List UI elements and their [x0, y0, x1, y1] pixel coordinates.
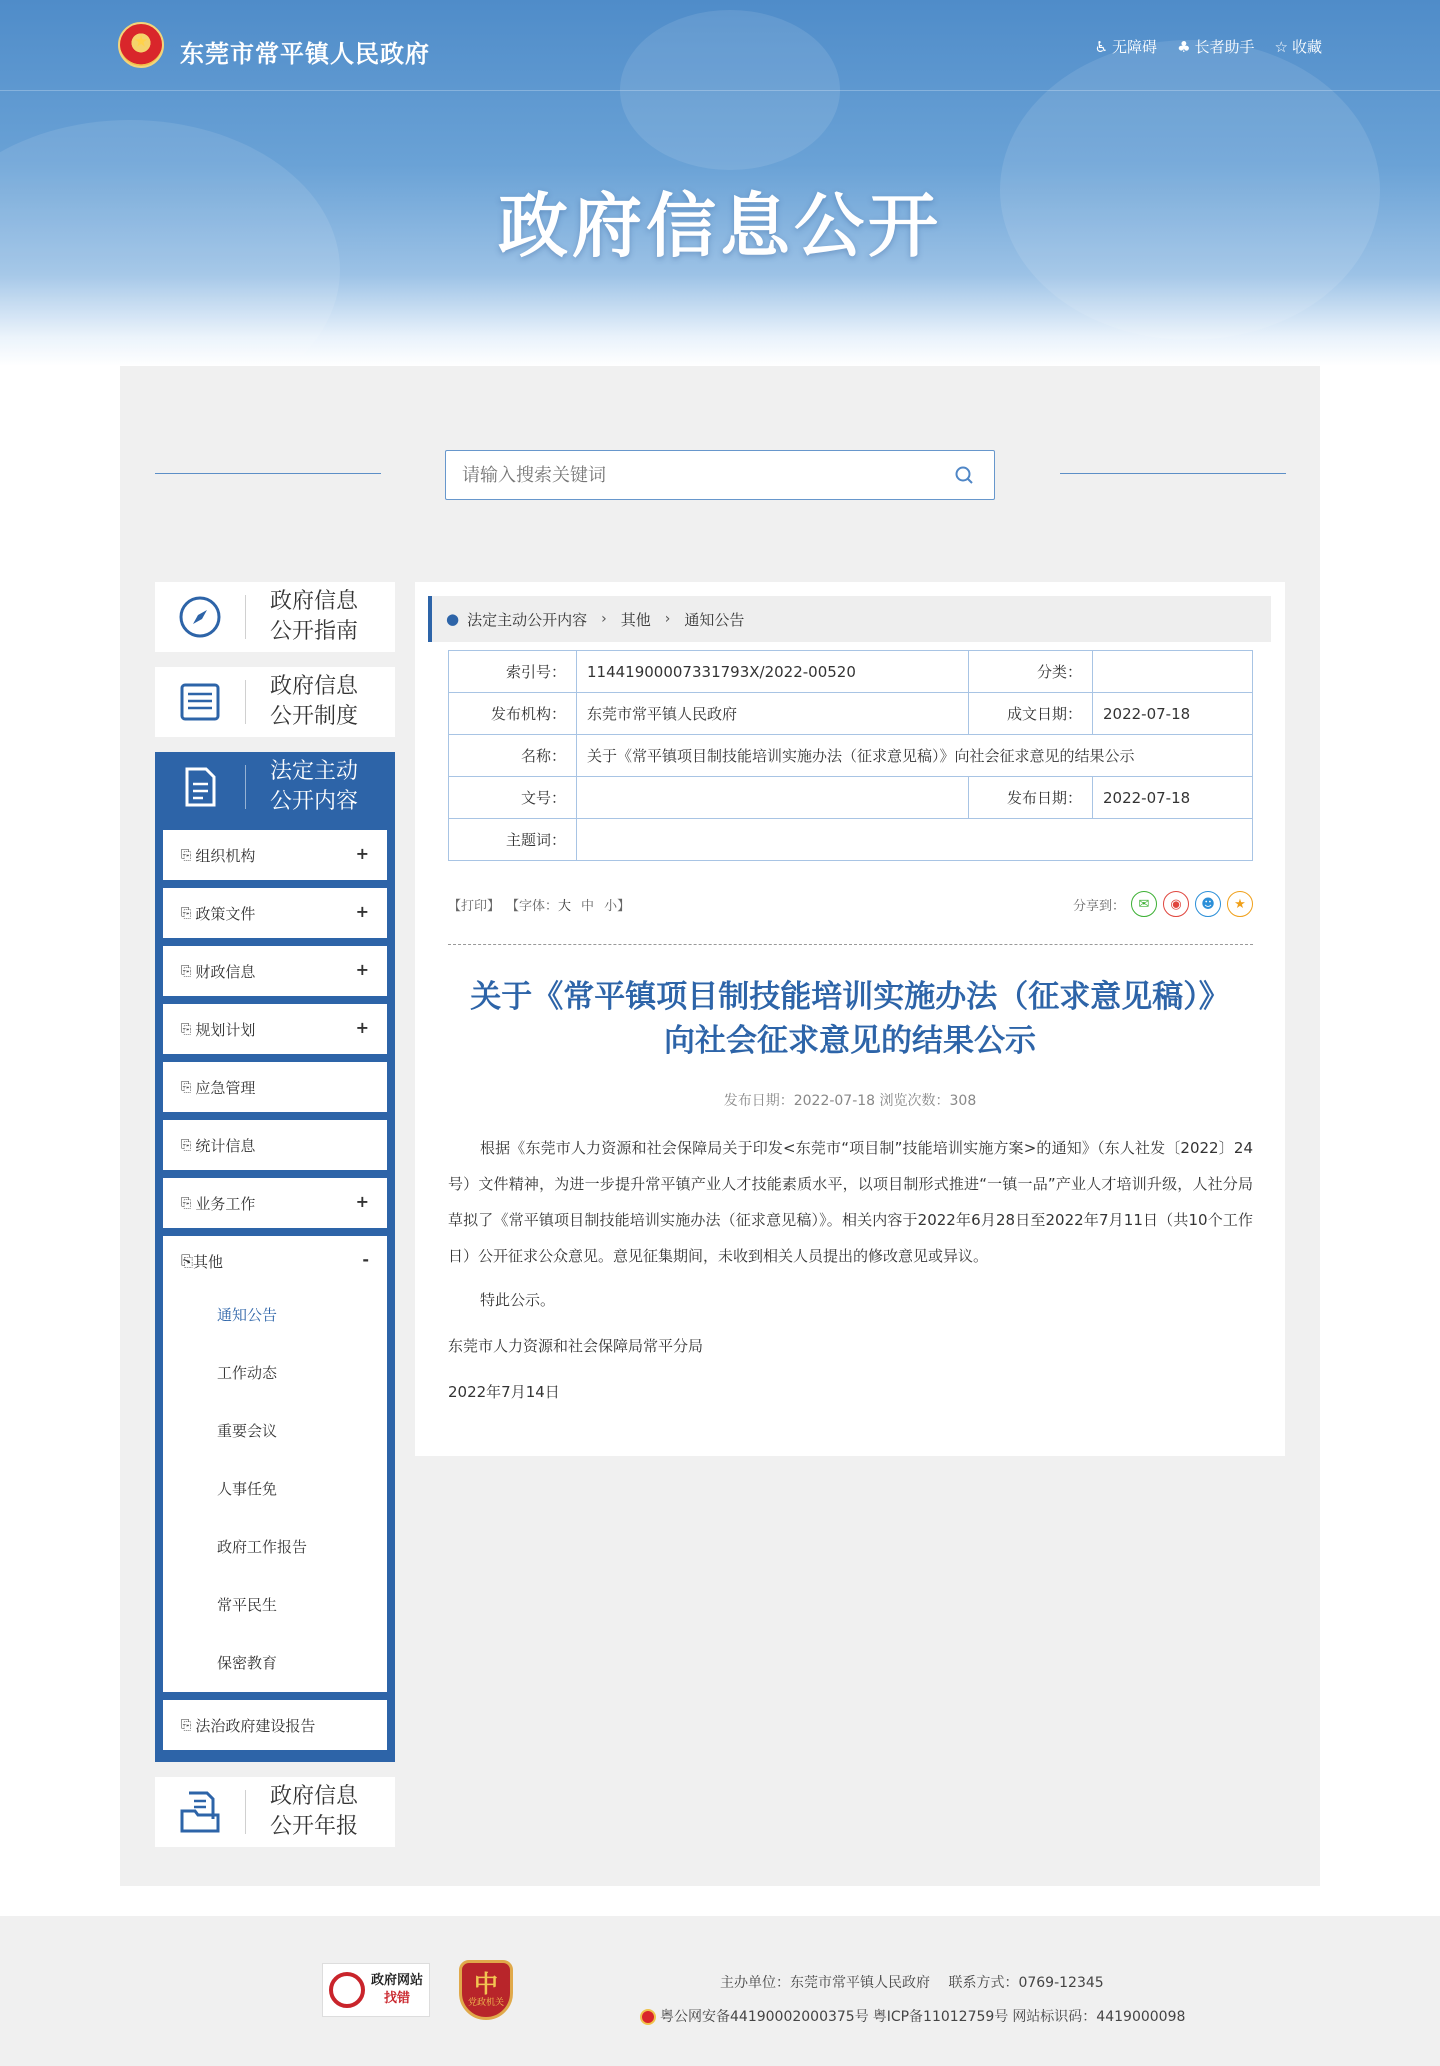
- article-title-line: 向社会征求意见的结果公示: [664, 1023, 1036, 1059]
- police-badge-icon: [640, 2009, 656, 2025]
- font-large-button[interactable]: 大: [558, 898, 572, 914]
- sidebar-leaf-item[interactable]: 常平民生: [217, 1596, 278, 1614]
- footer-icp-record[interactable]: 粤ICP备11012759号: [872, 2009, 1009, 2025]
- subitem-label: 统计信息: [195, 1136, 256, 1155]
- accessibility-link[interactable]: [1095, 36, 1157, 57]
- meta-label: 名称：: [449, 735, 577, 777]
- breadcrumb: [428, 596, 1271, 642]
- meta-value: 东莞市常平镇人民政府: [577, 693, 969, 735]
- meta-label: 主题词：: [449, 819, 577, 861]
- document-icon: ⎘: [181, 1717, 192, 1733]
- national-emblem-icon: ★: [118, 22, 164, 68]
- wechat-icon[interactable]: ✉: [1131, 891, 1157, 917]
- meta-value: 11441900007331793X/2022-00520: [577, 651, 969, 693]
- footer: [0, 1916, 1440, 2066]
- meta-value: [1093, 651, 1253, 693]
- subitem-label: 业务工作: [195, 1194, 256, 1213]
- folder-document-icon: [155, 1777, 245, 1847]
- chevron-right-icon: ›: [664, 611, 671, 627]
- qq-icon[interactable]: ☻: [1195, 891, 1221, 917]
- wheelchair-icon: ♿: [1094, 37, 1109, 56]
- compass-icon: [155, 582, 245, 652]
- sidebar-leaf-item[interactable]: 政府工作报告: [217, 1538, 308, 1556]
- magnifier-icon: [329, 1972, 365, 2008]
- list-document-icon: [155, 667, 245, 737]
- search-box: [445, 450, 995, 500]
- meta-label: 文号：: [449, 777, 577, 819]
- sidebar-item-label: 法定主动 公开内容: [270, 759, 359, 814]
- document-icon: ⎘: [181, 1021, 192, 1037]
- share-label: 分享到：: [1072, 898, 1125, 914]
- document-icon: ⎘: [181, 905, 192, 921]
- sidebar-subitem-rule-of-law-report[interactable]: [163, 1700, 387, 1750]
- main-panel: [120, 366, 1320, 1886]
- meta-value: 2022-07-18: [1093, 777, 1253, 819]
- sidebar-item-label: 政府信息 公开指南: [270, 589, 359, 644]
- expand-toggle[interactable]: +: [355, 960, 369, 979]
- meta-label: 成文日期：: [969, 693, 1093, 735]
- meta-label: 发布机构：: [449, 693, 577, 735]
- sidebar-leaf-item[interactable]: 工作动态: [217, 1364, 278, 1382]
- article-panel: [415, 582, 1285, 1456]
- sidebar-leaf-item[interactable]: 重要会议: [217, 1422, 278, 1440]
- sidebar-subitem[interactable]: [163, 830, 387, 880]
- footer-site-code: 网站标识码：4419000098: [1012, 2009, 1186, 2025]
- search-divider-right: [1060, 473, 1286, 474]
- document-icon: ⎘: [181, 1195, 192, 1211]
- footer-line: [640, 1966, 1200, 2000]
- expand-toggle[interactable]: +: [355, 844, 369, 863]
- sidebar-leaf-item[interactable]: 保密教育: [217, 1654, 278, 1672]
- badge-text: 找错: [384, 1991, 411, 2006]
- document-icon: ⎘: [181, 1079, 192, 1095]
- table-row: [449, 777, 1253, 819]
- font-small-button[interactable]: 小: [604, 898, 618, 914]
- article-date: 2022年7月14日: [448, 1383, 560, 1401]
- sidebar-item-guide[interactable]: [155, 582, 395, 652]
- meta-value: [577, 819, 1253, 861]
- subitem-label: 法治政府建设报告: [195, 1716, 316, 1735]
- favorite-star-icon[interactable]: ★: [1227, 891, 1253, 917]
- table-row: [449, 819, 1253, 861]
- subitem-label: 政策文件: [195, 904, 256, 923]
- sidebar-subitem[interactable]: [163, 1062, 387, 1112]
- breadcrumb-item[interactable]: 其他: [620, 610, 651, 629]
- sidebar-subitem[interactable]: [163, 1004, 387, 1054]
- expand-toggle[interactable]: +: [355, 1018, 369, 1037]
- subitem-label: 财政信息: [195, 962, 256, 981]
- meta-label: 分类：: [969, 651, 1093, 693]
- footer-info: [640, 1966, 1200, 2034]
- document-icon: ⎘: [181, 1137, 192, 1153]
- footer-sponsor: 主办单位：东莞市常平镇人民政府: [720, 1975, 930, 1991]
- font-medium-button[interactable]: 中: [581, 898, 595, 914]
- sidebar-subitem[interactable]: [163, 888, 387, 938]
- document-metadata-table: [448, 650, 1253, 861]
- table-row: [449, 735, 1253, 777]
- subitem-label: 应急管理: [195, 1078, 256, 1097]
- article-title-line: 关于《常平镇项目制技能培训实施办法（征求意见稿）》: [470, 979, 1230, 1015]
- footer-line: [640, 2000, 1200, 2034]
- document-icon: ⎘: [181, 847, 192, 863]
- font-size-suffix: 】: [617, 898, 631, 914]
- breadcrumb-item[interactable]: 通知公告: [684, 610, 745, 629]
- sidebar-subitem[interactable]: [163, 946, 387, 996]
- sidebar-item-annual-report[interactable]: [155, 1777, 395, 1847]
- favorite-label: 收藏: [1291, 38, 1322, 56]
- favorite-link[interactable]: [1275, 36, 1322, 57]
- article-paragraph: 特此公示。: [480, 1291, 556, 1309]
- badge-text: 政府网站: [371, 1973, 424, 1988]
- font-size-label: 【字体：: [506, 898, 559, 914]
- sidebar: [155, 582, 395, 1862]
- article-title: [415, 975, 1285, 1063]
- divider: [448, 944, 1253, 945]
- banner-title: 政府信息公开: [498, 185, 942, 267]
- article-body: [448, 1130, 1253, 1410]
- table-row: [449, 693, 1253, 735]
- sidebar-leaf-item[interactable]: 通知公告: [217, 1306, 278, 1324]
- divider: [0, 90, 1440, 91]
- document-icon: ⎘: [181, 1252, 194, 1270]
- footer-police-record[interactable]: 粤公网安备44190002000375号: [660, 2009, 869, 2025]
- site-name[interactable]: 东莞市常平镇人民政府: [180, 40, 430, 68]
- sidebar-group-other: [163, 1236, 387, 1692]
- gov-site-error-report-badge[interactable]: [322, 1963, 430, 2017]
- expand-toggle[interactable]: +: [355, 1192, 369, 1211]
- meta-value: 关于《常平镇项目制技能培训实施办法（征求意见稿）》向社会征求意见的结果公示: [577, 735, 1253, 777]
- search-divider-left: [155, 473, 381, 474]
- table-row: [449, 651, 1253, 693]
- meta-value: [577, 777, 969, 819]
- print-button[interactable]: 【打印】: [448, 898, 501, 914]
- location-pin-icon: ●: [446, 610, 460, 628]
- article-signer: 东莞市人力资源和社会保障局常平分局: [448, 1337, 704, 1355]
- breadcrumb-item[interactable]: 法定主动公开内容: [467, 610, 588, 629]
- sidebar-subitem[interactable]: [163, 1178, 387, 1228]
- search-icon[interactable]: [954, 465, 974, 485]
- sidebar-leaf-item[interactable]: 人事任免: [217, 1480, 278, 1498]
- elderly-label: 长者助手: [1194, 38, 1255, 56]
- accessibility-label: 无障碍: [1112, 38, 1158, 56]
- article-tools: [448, 889, 1253, 919]
- meta-label: 索引号：: [449, 651, 577, 693]
- article-meta: 发布日期：2022-07-18 浏览次数：308: [723, 1093, 977, 1109]
- footer-contact: 联系方式：0769-12345: [948, 1975, 1104, 1991]
- weibo-icon[interactable]: ◉: [1163, 891, 1189, 917]
- article-paragraph: 根据《东莞市人力资源和社会保障局关于印发<东莞市“项目制”技能培训实施方案>的通知》（东人社发〔2022〕24号）文件精神，为进一步提升常平镇产业人才技能素质水平，以项目制形式推进“一镇一品”产业人才培训升级，人社分局草拟了《常平镇项目制技能培训实施办法（征求意见稿）》。相关内容于2022年6月28日至2022年7月11日（共10个工作日）公开征求公众意见。意见征集期间，未收到相关人员提出的修改意见或异议。: [448, 1139, 1253, 1265]
- subitem-label: 其他: [193, 1252, 224, 1271]
- top-links: [1095, 36, 1322, 57]
- badge-text: 党政机关: [467, 1998, 504, 2008]
- header-banner: [0, 0, 1440, 366]
- sidebar-item-system[interactable]: [155, 667, 395, 737]
- subitem-label: 规划计划: [195, 1020, 256, 1039]
- share-bar: [1073, 891, 1253, 917]
- sidebar-item-label: 政府信息 公开制度: [270, 674, 359, 729]
- sidebar-item-label: 政府信息 公开年报: [270, 1784, 359, 1839]
- elderly-helper-link[interactable]: [1177, 36, 1254, 57]
- document-icon: ⎘: [181, 963, 192, 979]
- sidebar-subitem[interactable]: [163, 1120, 387, 1170]
- chevron-right-icon: ›: [601, 611, 607, 627]
- document-icon: [155, 752, 245, 822]
- collapse-toggle[interactable]: -: [362, 1250, 369, 1269]
- meta-value: 2022-07-18: [1093, 693, 1253, 735]
- elderly-icon: ♣: [1177, 37, 1191, 56]
- expand-toggle[interactable]: +: [355, 902, 369, 921]
- party-gov-badge[interactable]: [459, 1960, 513, 2020]
- subitem-label: 组织机构: [195, 846, 256, 865]
- star-icon: ☆: [1274, 37, 1288, 56]
- search-input[interactable]: [446, 451, 926, 499]
- sidebar-submenu: [155, 822, 395, 1762]
- sidebar-subitem-other[interactable]: [163, 1236, 387, 1286]
- sidebar-item-active-content[interactable]: [155, 752, 395, 822]
- meta-label: 发布日期：: [969, 777, 1093, 819]
- badge-text: 中: [474, 1970, 498, 1998]
